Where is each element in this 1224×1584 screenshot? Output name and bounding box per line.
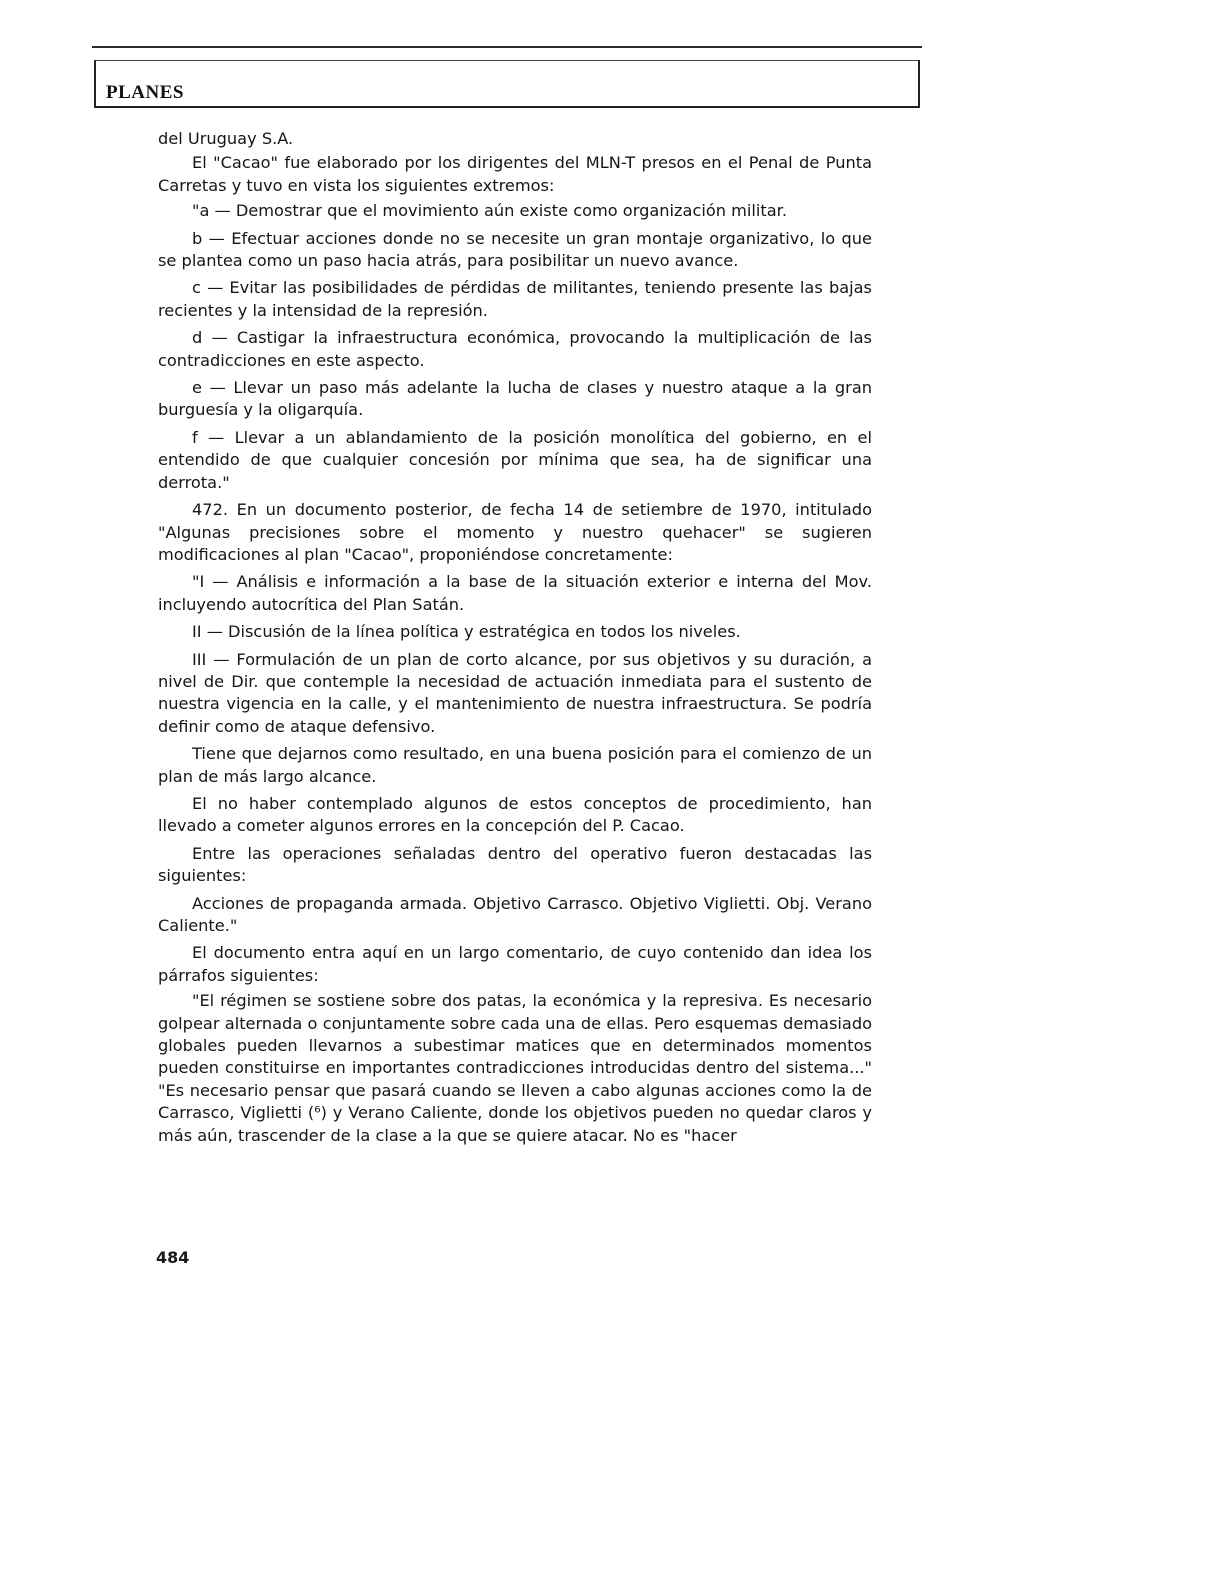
running-head-box [94, 60, 920, 108]
paragraph: e — Llevar un paso más adelante la lucha de clases y nuestro ataque a la gran burguesía y la oligarquía. [158, 378, 872, 420]
page-number: 484 [156, 1248, 190, 1267]
paragraph: 472. En un documento posterior, de fecha 14 de setiembre de 1970, intitulado "Algunas precisiones sobre el momento y nuestro quehacer" se sugieren modificaciones al plan "Cacao", proponiéndose concretamente: [158, 500, 872, 564]
paragraph: "I — Análisis e información a la base de la situación exterior e interna del Mov. incluyendo autocrítica del Plan Satán. [158, 572, 872, 614]
page-body [158, 128, 872, 1150]
paragraph: d — Castigar la infraestructura económica, provocando la multiplicación de las contradicciones en este aspecto. [158, 328, 872, 370]
paragraph: "El régimen se sostiene sobre dos patas, la económica y la represiva. Es necesario golpear alternada o conjuntamente sobre cada una de ellas. Pero esquemas demasiado globales pueden llevarnos a subestimar matices que en determinados momentos pueden constituirse en importantes contradicciones introducidas dentro del sistema..." "Es necesario pensar que pasará cuando se lleven a cabo algunas acciones como la de Carrasco, Viglietti (⁶) y Verano Caliente, donde los objetivos pueden no quedar claros y más aún, trascender de la clase a la que se quiere atacar. No es "hacer [158, 991, 872, 1145]
paragraph: El no haber contemplado algunos de estos conceptos de procedimiento, han llevado a cometer algunos errores en la concepción del P. Cacao. [158, 793, 872, 836]
paragraph: f — Llevar a un ablandamiento de la posición monolítica del gobierno, en el entendido de que cualquier concesión por mínima que sea, ha de significar una derrota." [158, 427, 872, 492]
paragraph: del Uruguay S.A. [158, 129, 294, 148]
running-head: PLANES [106, 82, 184, 103]
paragraph: Tiene que dejarnos como resultado, en una buena posición para el comienzo de un plan de más largo alcance. [158, 744, 872, 786]
paragraph: III — Formulación de un plan de corto alcance, por sus objetivos y su duración, a nivel de Dir. que contemple la necesidad de actuación inmediata para el sustento de nuestra vigencia en la calle, y el mantenimiento de nuestra infraestructura. Se podría definir como de ataque defensivo. [158, 649, 872, 736]
paragraph: El documento entra aquí en un largo comentario, de cuyo contenido dan idea los párrafos siguientes: [158, 943, 872, 985]
paragraph: Acciones de propaganda armada. Objetivo Carrasco. Objetivo Viglietti. Obj. Verano Caliente." [158, 893, 872, 935]
paragraph: b — Efectuar acciones donde no se necesite un gran montaje organizativo, lo que se plantea como un paso hacia atrás, para posibilitar un nuevo avance. [158, 228, 872, 271]
top-rule [92, 46, 922, 48]
paragraph: II — Discusión de la línea política y estratégica en todos los niveles. [192, 622, 741, 642]
paragraph: "a — Demostrar que el movimiento aún existe como organización militar. [192, 201, 787, 221]
paragraph: El "Cacao" fue elaborado por los dirigentes del MLN-T presos en el Penal de Punta Carretas y tuvo en vista los siguientes extremos: [158, 153, 872, 195]
paragraph: c — Evitar las posibilidades de pérdidas de militantes, teniendo presente las bajas recientes y la intensidad de la represión. [158, 278, 872, 320]
paragraph: Entre las operaciones señaladas dentro del operativo fueron destacadas las siguientes: [158, 843, 872, 886]
